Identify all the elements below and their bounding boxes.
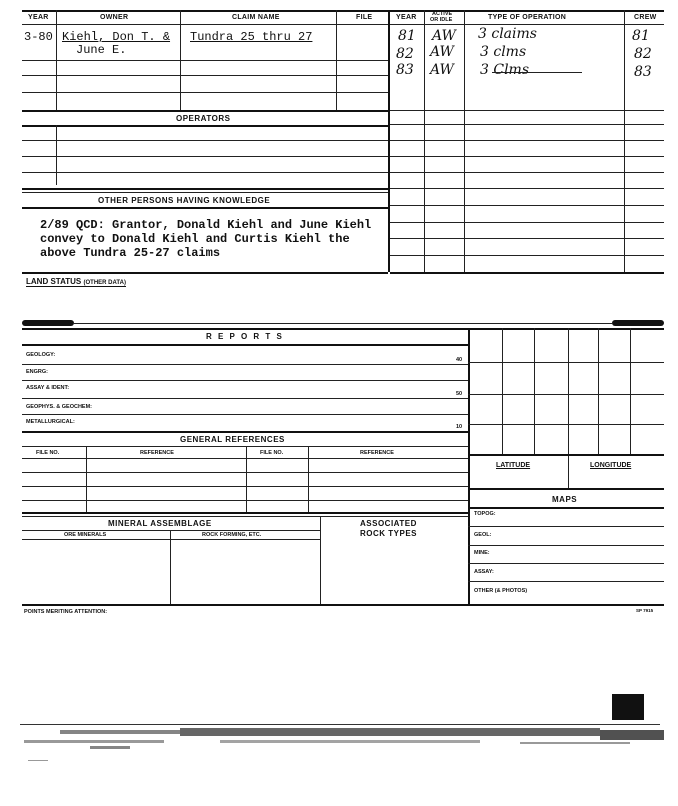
op-year-1: 81 [398,28,416,44]
maps-topog: TOPOG: [474,511,496,517]
report-metallurgical: METALLURGICAL: [26,419,75,425]
op-year-2: 82 [396,46,414,62]
latitude-label: LATITUDE [496,462,531,469]
report-geology-num: 40 [456,357,463,363]
reports-title: R E P O R T S [206,332,284,341]
maps-other: OTHER (& PHOTOS) [474,588,528,594]
report-metallurgical-num: 10 [456,424,463,430]
report-engrg: ENGRG: [26,369,48,375]
col-owner-header: OWNER [100,14,129,21]
other-persons-line1: 2/89 QCD: Grantor, Donald Kiehl and June Kiehl [40,218,372,232]
col-idle-header: OR IDLE [430,17,453,23]
ref-reference-1: REFERENCE [140,450,174,456]
maps-assay: ASSAY: [474,569,494,575]
entry-owner-line1: Kiehl, Don T. & [62,30,171,44]
op-crew-3: 83 [634,64,652,80]
report-assay-num: 50 [456,391,463,397]
operators-label: OPERATORS [176,114,231,123]
report-assay: ASSAY & IDENT: [26,385,70,391]
ref-reference-2: REFERENCE [360,450,394,456]
col-year-header: YEAR [28,14,49,21]
maps-geol: GEOL: [474,532,492,538]
associated-header-2: ROCK TYPES [360,529,418,538]
maps-title: MAPS [552,495,578,504]
report-geology: GEOLOGY: [26,352,56,358]
rock-forming-header: ROCK FORMING, ETC. [202,532,262,538]
op-status-1: AW [432,28,456,44]
other-persons-line3: above Tundra 25-27 claims [40,246,221,260]
op-status-2: AW [430,44,454,60]
land-status-label: LAND STATUS (OTHER DATA) [26,277,126,286]
ore-minerals-header: ORE MINERALS [64,532,107,538]
op-type-1: 3 claims [478,26,537,42]
report-geophys: GEOPHYS. & GEOCHEM: [26,404,93,410]
entry-claim-name: Tundra 25 thru 27 [190,30,313,44]
op-type-2: 3 clms [480,44,527,60]
op-year-3: 83 [396,62,414,78]
ref-file-no-2: FILE NO. [260,450,284,456]
ref-file-no-1: FILE NO. [36,450,60,456]
entry-year: 3-80 [24,30,53,44]
col-file-header: FILE [356,14,373,21]
op-status-3: AW [430,62,454,78]
entry-owner-line2: June E. [76,43,127,57]
points-meriting-label: POINTS MERITING ATTENTION: [24,609,108,615]
maps-mine: MINE: [474,550,490,556]
col-year-right-header: YEAR [396,14,417,21]
other-persons-label: OTHER PERSONS HAVING KNOWLEDGE [98,196,271,205]
mineral-assemblage-title: MINERAL ASSEMBLAGE [108,519,212,528]
col-crew-header: CREW [634,14,657,21]
general-references-title: GENERAL REFERENCES [180,435,285,444]
form-number: SP 7915 [636,608,654,613]
col-claim-name-header: CLAIM NAME [232,14,280,21]
longitude-label: LONGITUDE [590,462,632,469]
op-crew-1: 81 [632,28,650,44]
col-type-of-operation-header: TYPE OF OPERATION [488,14,567,21]
associated-header-1: ASSOCIATED [360,519,417,528]
op-type-3: 3 Clms [480,62,530,78]
col-active-header: ACTIVE [432,11,453,17]
op-crew-2: 82 [634,46,652,62]
other-persons-line2: convey to Donald Kiehl and Curtis Kiehl the [40,232,350,246]
